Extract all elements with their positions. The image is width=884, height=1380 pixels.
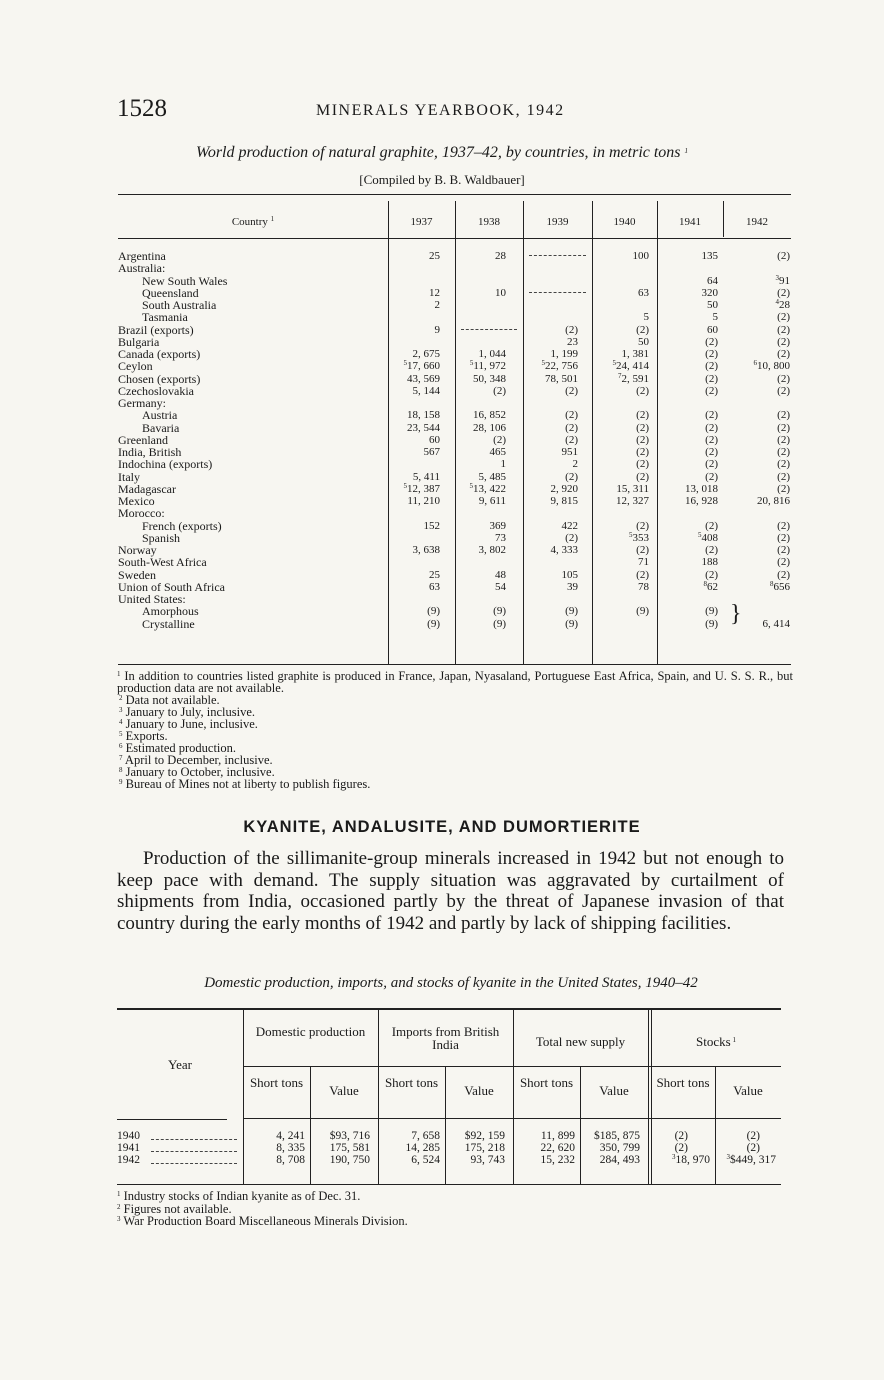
- row-leader: [151, 1151, 237, 1152]
- year-row-label: 1941: [117, 1142, 140, 1154]
- section-paragraph: Production of the sillimanite-group minerals increased in 1942 but not enough to keep pace with demand. The supply situation was aggravated by curtailment of shipments from India, occasioned partly by the threat of Japanese invasion of that country during the early months of 1942 and partly by lack of shipping facilities.: [117, 848, 784, 934]
- value-header: Value: [464, 1083, 494, 1098]
- table-cell: (2): [705, 372, 718, 385]
- table-cell: (2): [777, 384, 790, 397]
- row-label: Italy: [118, 469, 140, 484]
- row-label: New South Wales: [142, 273, 228, 288]
- kyanite-table-title: Domestic production, imports, and stocks of kyanite in the United States, 1940–42: [204, 975, 698, 991]
- table-cell: 135: [701, 250, 718, 262]
- table-cell: 2: [434, 299, 440, 311]
- table-cell: (2): [705, 409, 718, 422]
- table-cell: 8, 708: [276, 1154, 305, 1166]
- table-cell: 5: [643, 311, 649, 324]
- table-cell: (2): [705, 568, 718, 581]
- table-cell: 39: [567, 580, 578, 593]
- row-label: Greenland: [118, 432, 168, 447]
- column-rule: [445, 1066, 446, 1184]
- table-cell: (2): [777, 568, 790, 581]
- table-cell: 6, 414: [762, 617, 790, 630]
- table-cell: 12: [429, 286, 440, 299]
- row-label: Bulgaria: [118, 334, 160, 349]
- year-column-header: Year: [168, 1057, 192, 1072]
- footnote: $^2$ Figures not available.: [117, 1201, 232, 1216]
- table-cell: 23: [567, 335, 578, 348]
- table-cell: (2): [636, 384, 649, 397]
- table-cell: (2): [636, 446, 649, 458]
- column-rule: [580, 1066, 581, 1184]
- table-cell: (2): [636, 323, 649, 336]
- table-cell: $^3$18, 970: [672, 1153, 710, 1166]
- section-heading: KYANITE, ANDALUSITE, AND DUMORTIERITE: [243, 818, 641, 836]
- row-label: Union of South Africa: [118, 579, 225, 594]
- table-cell: (9): [565, 617, 578, 630]
- table-cell: 2, 675: [412, 348, 440, 360]
- table-cell: (2): [636, 409, 649, 422]
- table-cell: 188: [701, 556, 718, 569]
- table-cell: 15, 232: [540, 1154, 575, 1166]
- empty-cell-leader: [461, 329, 517, 330]
- table-cell: (2): [493, 384, 506, 397]
- table-cell: 1, 381: [621, 348, 649, 360]
- row-label: Queensland: [142, 285, 199, 300]
- table-cell: (2): [674, 1142, 688, 1154]
- table-cell: 175, 218: [464, 1142, 505, 1154]
- table-cell: (2): [777, 409, 790, 422]
- table-cell: 18, 158: [407, 409, 440, 422]
- table-cell: 64: [707, 274, 718, 287]
- table-cell: 16, 928: [685, 495, 718, 507]
- table-cell: (9): [636, 605, 649, 618]
- row-label: Indochina (exports): [118, 457, 213, 472]
- table-cell: 3, 638: [412, 544, 440, 556]
- table-cell: $^5$24, 414: [612, 359, 649, 373]
- year-column-header: 1940: [613, 216, 636, 228]
- row-label: Brazil (exports): [118, 322, 194, 337]
- table-cell: (9): [705, 617, 718, 630]
- row-leader: [151, 1139, 237, 1140]
- table-cell: $93, 716: [329, 1130, 370, 1142]
- column-rule: [592, 201, 593, 664]
- short-tons-header: Short tons: [656, 1075, 710, 1090]
- table-cell: 15, 311: [616, 482, 649, 495]
- year-column-header: 1938: [478, 216, 500, 228]
- table-cell: $92, 159: [464, 1130, 505, 1142]
- table-cell: (2): [777, 250, 790, 262]
- table-cell: (2): [777, 348, 790, 360]
- table-cell: (2): [705, 519, 718, 532]
- footnote: $^9$ Bureau of Mines not at liberty to publish figures.: [119, 777, 371, 791]
- table-cell: (2): [777, 458, 790, 471]
- table-cell: (2): [777, 519, 790, 532]
- table-cell: (9): [427, 617, 440, 630]
- table-cell: (2): [565, 421, 578, 434]
- table-cell: 48: [495, 568, 506, 581]
- row-label: Germany:: [118, 396, 166, 410]
- table-cell: $^5$11, 972: [469, 359, 506, 373]
- table-cell: 5, 144: [412, 384, 440, 397]
- table-cell: 465: [489, 446, 506, 458]
- table-cell: $^8$656: [770, 579, 790, 593]
- row-label: Czechoslovakia: [118, 383, 194, 398]
- short-tons-header: Short tons: [519, 1075, 574, 1090]
- table-cell: 20, 816: [757, 495, 790, 507]
- row-label: South Australia: [142, 298, 217, 312]
- table-cell: $^5$353: [629, 530, 649, 544]
- table-cell: $^5$13, 422: [469, 481, 506, 495]
- table-cell: 93, 743: [470, 1154, 505, 1166]
- table-cell: (2): [777, 531, 790, 544]
- table-cell: (2): [565, 470, 578, 483]
- year-column-header: 1939: [546, 216, 569, 228]
- row-label: Australia:: [118, 261, 166, 276]
- year-row-label: 1940: [117, 1130, 140, 1142]
- row-label: Austria: [142, 408, 178, 423]
- row-label: Norway: [118, 543, 157, 557]
- row-label: Morocco:: [118, 506, 165, 521]
- table-cell: (2): [636, 544, 649, 556]
- table-cell: (2): [705, 348, 718, 360]
- row-label: Bavaria: [142, 420, 180, 435]
- year-column-header: 1942: [746, 216, 768, 228]
- table-cell: 4, 333: [550, 544, 578, 556]
- row-label: Ceylon: [118, 359, 153, 374]
- year-column-header: 1941: [679, 216, 701, 228]
- table-cell: 23, 544: [407, 421, 440, 434]
- table-cell: 1: [500, 458, 506, 471]
- table-cell: $^7$2, 591: [618, 371, 649, 385]
- table-cell: (2): [777, 482, 790, 495]
- table-cell: 350, 799: [599, 1142, 640, 1154]
- row-label: Argentina: [118, 249, 166, 263]
- table-cell: (9): [705, 605, 718, 618]
- table-cell: (2): [565, 323, 578, 336]
- table-cell: 60: [707, 323, 718, 336]
- table-cell: 190, 750: [329, 1154, 370, 1166]
- column-rule: [715, 1066, 716, 1184]
- table-cell: 28: [495, 250, 506, 262]
- table-cell: 6, 524: [411, 1154, 440, 1166]
- table-cell: 284, 493: [599, 1154, 640, 1166]
- table-rule: [243, 1066, 781, 1067]
- table-cell: (2): [636, 519, 649, 532]
- table-cell: 16, 852: [473, 409, 506, 422]
- table-cell: 60: [429, 433, 440, 446]
- table-cell: (2): [777, 286, 790, 299]
- row-label: Spanish: [142, 530, 181, 545]
- table-rule: [117, 1009, 781, 1010]
- row-label: Sweden: [118, 567, 156, 582]
- table-cell: (9): [565, 605, 578, 618]
- table-cell: (2): [705, 384, 718, 397]
- table-cell: 14, 285: [405, 1142, 440, 1154]
- table-cell: (2): [636, 458, 649, 471]
- table-cell: $^5$408: [698, 530, 718, 544]
- table-cell: (2): [777, 335, 790, 348]
- year-column-header: 1937: [410, 216, 433, 228]
- table-cell: (2): [777, 323, 790, 336]
- footnote: $^5$ Exports.: [119, 729, 168, 743]
- table-cell: $^4$28: [775, 298, 790, 311]
- table-cell: (2): [636, 568, 649, 581]
- table-cell: 12, 327: [616, 495, 649, 507]
- value-header: Value: [329, 1083, 359, 1098]
- short-tons-header: Short tons: [249, 1075, 304, 1090]
- table-cell: $^3$\$449, 317: [726, 1153, 776, 1166]
- value-header: Value: [733, 1083, 763, 1098]
- table-cell: 5: [712, 311, 718, 324]
- table-cell: 1, 044: [478, 348, 506, 360]
- table-cell: 8, 335: [276, 1142, 305, 1154]
- row-label: Crystalline: [142, 616, 195, 631]
- table-cell: (2): [746, 1130, 760, 1142]
- row-label: South-West Africa: [118, 555, 207, 570]
- table-cell: (2): [777, 544, 790, 556]
- table-cell: 28, 106: [473, 421, 506, 434]
- table-cell: 11, 210: [407, 495, 440, 507]
- column-rule: [651, 1010, 652, 1184]
- table-cell: (2): [636, 421, 649, 434]
- country-column-header: Country $^1$: [231, 215, 275, 228]
- united-states-brace: }: [730, 601, 742, 628]
- footnote: $^1$ Industry stocks of Indian kyanite as of Dec. 31.: [117, 1189, 361, 1203]
- table-cell: $^6$10, 800: [753, 359, 790, 373]
- row-label: Canada (exports): [118, 347, 201, 361]
- table-cell: (2): [636, 470, 649, 483]
- footnote: $^8$ January to October, inclusive.: [119, 765, 275, 779]
- table-cell: 25: [429, 250, 440, 262]
- table-cell: 78: [638, 580, 649, 593]
- table-cell: 50, 348: [473, 372, 506, 385]
- short-tons-header: Short tons: [384, 1075, 439, 1090]
- table-cell: (2): [705, 421, 718, 434]
- table-cell: (2): [565, 409, 578, 422]
- table-cell: (2): [746, 1142, 760, 1154]
- table-cell: 7, 658: [411, 1130, 440, 1142]
- table-cell: 9: [434, 323, 440, 336]
- column-rule: [243, 1010, 244, 1184]
- table-cell: 105: [561, 568, 578, 581]
- column-rule: [388, 201, 389, 664]
- footnote: $^4$ January to June, inclusive.: [119, 717, 258, 731]
- table-cell: 951: [561, 446, 578, 458]
- table-cell: (2): [777, 372, 790, 385]
- column-rule: [310, 1066, 311, 1184]
- table-cell: 369: [489, 519, 506, 532]
- column-rule: [455, 201, 456, 664]
- graphite-footnotes: [117, 670, 793, 790]
- table-cell: (2): [565, 531, 578, 544]
- row-label: Tasmania: [142, 310, 188, 325]
- table-cell: (2): [705, 360, 718, 373]
- column-group-header: Stocks $^1$: [696, 1034, 736, 1049]
- table-cell: (9): [493, 617, 506, 630]
- table-rule: [117, 1184, 781, 1185]
- table-cell: (2): [705, 446, 718, 458]
- footnote: $^1$ In addition to countries listed graphite is produced in France, Japan, Nyasaland, Portuguese East Africa, Spain, and U. S. S. R., but production data are not available.: [117, 669, 793, 695]
- table-cell: (2): [705, 433, 718, 446]
- value-header: Value: [599, 1083, 629, 1098]
- page-number: 1528: [117, 95, 167, 122]
- footnote: $^6$ Estimated production.: [119, 741, 237, 755]
- column-rule: [523, 201, 524, 664]
- table-cell: 3, 802: [478, 544, 506, 556]
- footnote: $^2$ Data not available.: [119, 693, 220, 707]
- table-cell: 5, 411: [412, 470, 440, 483]
- table-cell: 54: [495, 580, 506, 593]
- kyanite-table: [117, 1008, 781, 1188]
- column-rule: [513, 1010, 514, 1184]
- table-cell: (2): [493, 433, 506, 446]
- table-cell: 320: [701, 286, 718, 299]
- table-cell: 100: [632, 250, 649, 262]
- table-cell: 2: [572, 458, 578, 471]
- table-cell: (9): [427, 605, 440, 618]
- table-cell: (2): [777, 446, 790, 458]
- table-cell: 1, 199: [550, 348, 578, 360]
- table-cell: 9, 611: [478, 495, 506, 507]
- table-cell: 50: [638, 335, 649, 348]
- table-cell: 4, 241: [276, 1130, 305, 1142]
- column-rule: [657, 201, 658, 664]
- table-rule: [117, 1119, 227, 1120]
- footnote: $^3$ January to July, inclusive.: [119, 705, 256, 719]
- table-cell: $^5$17, 660: [403, 359, 440, 373]
- footnote: $^7$ April to December, inclusive.: [119, 753, 273, 767]
- table-cell: (2): [777, 311, 790, 324]
- table-cell: $^5$12, 387: [403, 481, 440, 495]
- table-cell: 71: [638, 556, 649, 569]
- row-label: French (exports): [142, 518, 222, 533]
- table-cell: 5, 485: [478, 470, 506, 483]
- graphite-table: [118, 194, 791, 664]
- table-cell: 13, 018: [685, 482, 718, 495]
- table-cell: 63: [638, 286, 649, 299]
- table-cell: (2): [777, 556, 790, 569]
- running-head: MINERALS YEARBOOK, 1942: [316, 102, 565, 119]
- table-cell: (2): [674, 1130, 688, 1142]
- column-rule: [648, 1010, 649, 1184]
- table-cell: 22, 620: [540, 1142, 575, 1154]
- row-label: Amorphous: [142, 604, 199, 619]
- row-label: Chosen (exports): [118, 371, 201, 386]
- table-cell: (2): [705, 458, 718, 471]
- table-cell: 422: [561, 519, 578, 532]
- table-cell: 25: [429, 568, 440, 581]
- table-cell: (2): [636, 433, 649, 446]
- table-cell: 10: [495, 286, 506, 299]
- table-cell: $^5$22, 756: [541, 359, 578, 373]
- table-cell: 2, 920: [550, 482, 578, 495]
- row-label: India, British: [118, 445, 182, 459]
- column-rule: [378, 1010, 379, 1184]
- table-cell: (2): [777, 421, 790, 434]
- table-cell: 11, 899: [540, 1130, 575, 1142]
- row-leader: [151, 1163, 237, 1164]
- row-label: Mexico: [118, 494, 155, 508]
- table-cell: 73: [495, 531, 506, 544]
- table-cell: 43, 569: [407, 372, 440, 385]
- table-cell: (9): [493, 605, 506, 618]
- column-group-header: Domestic production: [255, 1024, 366, 1039]
- year-row-label: 1942: [117, 1154, 140, 1166]
- table-cell: 175, 581: [329, 1142, 370, 1154]
- table-cell: $^8$62: [703, 579, 718, 593]
- table-cell: $^3$91: [775, 273, 790, 287]
- table-cell: (2): [777, 470, 790, 483]
- table-cell: (2): [705, 544, 718, 556]
- table-cell: (2): [705, 470, 718, 483]
- table-cell: 50: [707, 299, 718, 311]
- table-cell: 78, 501: [545, 372, 578, 385]
- graphite-table-title: World production of natural graphite, 1937–42, by countries, in metric tons $^1$: [195, 144, 689, 161]
- graphite-table-compiled-by: [Compiled by B. B. Waldbauer]: [359, 172, 525, 187]
- table-cell: (2): [565, 433, 578, 446]
- empty-cell-leader: [529, 255, 586, 256]
- table-cell: (2): [777, 433, 790, 446]
- kyanite-footnotes: [117, 1190, 408, 1228]
- column-group-header: Total new supply: [535, 1034, 626, 1049]
- table-rule: [243, 1118, 781, 1119]
- empty-cell-leader: [529, 292, 586, 293]
- table-cell: 63: [429, 580, 440, 593]
- column-group-header: Imports from British India: [391, 1024, 500, 1052]
- row-label: United States:: [118, 592, 186, 606]
- table-cell: 152: [423, 519, 440, 532]
- table-cell: $185, 875: [594, 1130, 640, 1142]
- table-cell: 567: [423, 446, 440, 458]
- table-cell: (2): [565, 384, 578, 397]
- row-label: Madagascar: [118, 481, 176, 496]
- footnote: $^3$ War Production Board Miscellaneous Minerals Division.: [117, 1214, 408, 1228]
- table-cell: 9, 815: [550, 495, 578, 507]
- table-cell: (2): [705, 335, 718, 348]
